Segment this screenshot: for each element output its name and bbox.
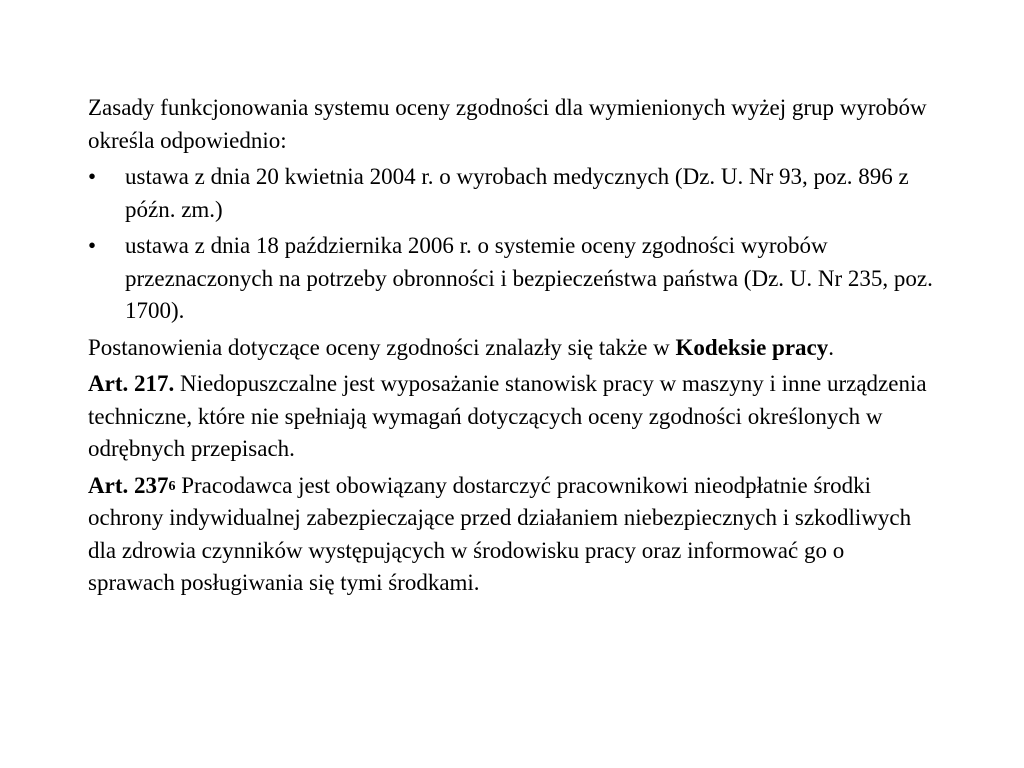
kodeks-suffix: . xyxy=(828,334,834,360)
article-237-label-text: Art. 237 xyxy=(88,472,169,498)
kodeks-paragraph xyxy=(88,332,936,365)
article-217-label: Art. 217. xyxy=(88,371,175,396)
list-item xyxy=(88,230,936,328)
kodeks-text: Postanowienia dotyczące oceny zgodności znalazły się także w xyxy=(88,334,676,360)
legislation-list xyxy=(88,161,936,328)
article-237-paragraph xyxy=(88,470,936,600)
list-item-text: ustawa z dnia 18 października 2006 r. o systemie oceny zgodności wyrobów przeznaczonych na potrzeby obronności i bezpieczeństwa państwa (Dz. U. Nr 235, poz. 1700). xyxy=(125,233,933,323)
article-237-superscript: 6 xyxy=(168,478,176,494)
bullet-icon: • xyxy=(88,164,97,189)
list-item xyxy=(88,161,936,226)
list-item-text: ustawa z dnia 20 kwietnia 2004 r. o wyrobach medycznych (Dz. U. Nr 93, poz. 896 z późn. zm.) xyxy=(125,164,909,222)
bullet-icon: • xyxy=(88,233,97,258)
intro-paragraph: Zasady funkcjonowania systemu oceny zgodności dla wymienionych wyżej grup wyrobów określa odpowiednio: xyxy=(88,95,927,153)
article-237-text: Pracodawca jest obowiązany dostarczyć pracownikowi nieodpłatnie środki ochrony indywidualnej zabezpieczające przed działaniem niebezpiecznych i szkodliwych dla zdrowia czynników występujących w środowisku pracy oraz informować go o sprawach posługiwania się tymi środkami. xyxy=(88,472,912,595)
kodeks-bold-term: Kodeksie pracy xyxy=(675,334,829,360)
article-237-label xyxy=(88,473,175,498)
article-217-paragraph xyxy=(88,368,936,466)
slide-content xyxy=(88,92,936,604)
article-217-text: Niedopuszczalne jest wyposażanie stanowisk pracy w maszyny i inne urządzenia techniczne, które nie spełniają wymagań dotyczących oceny zgodności określonych w odrębnych przepisach. xyxy=(88,371,927,461)
